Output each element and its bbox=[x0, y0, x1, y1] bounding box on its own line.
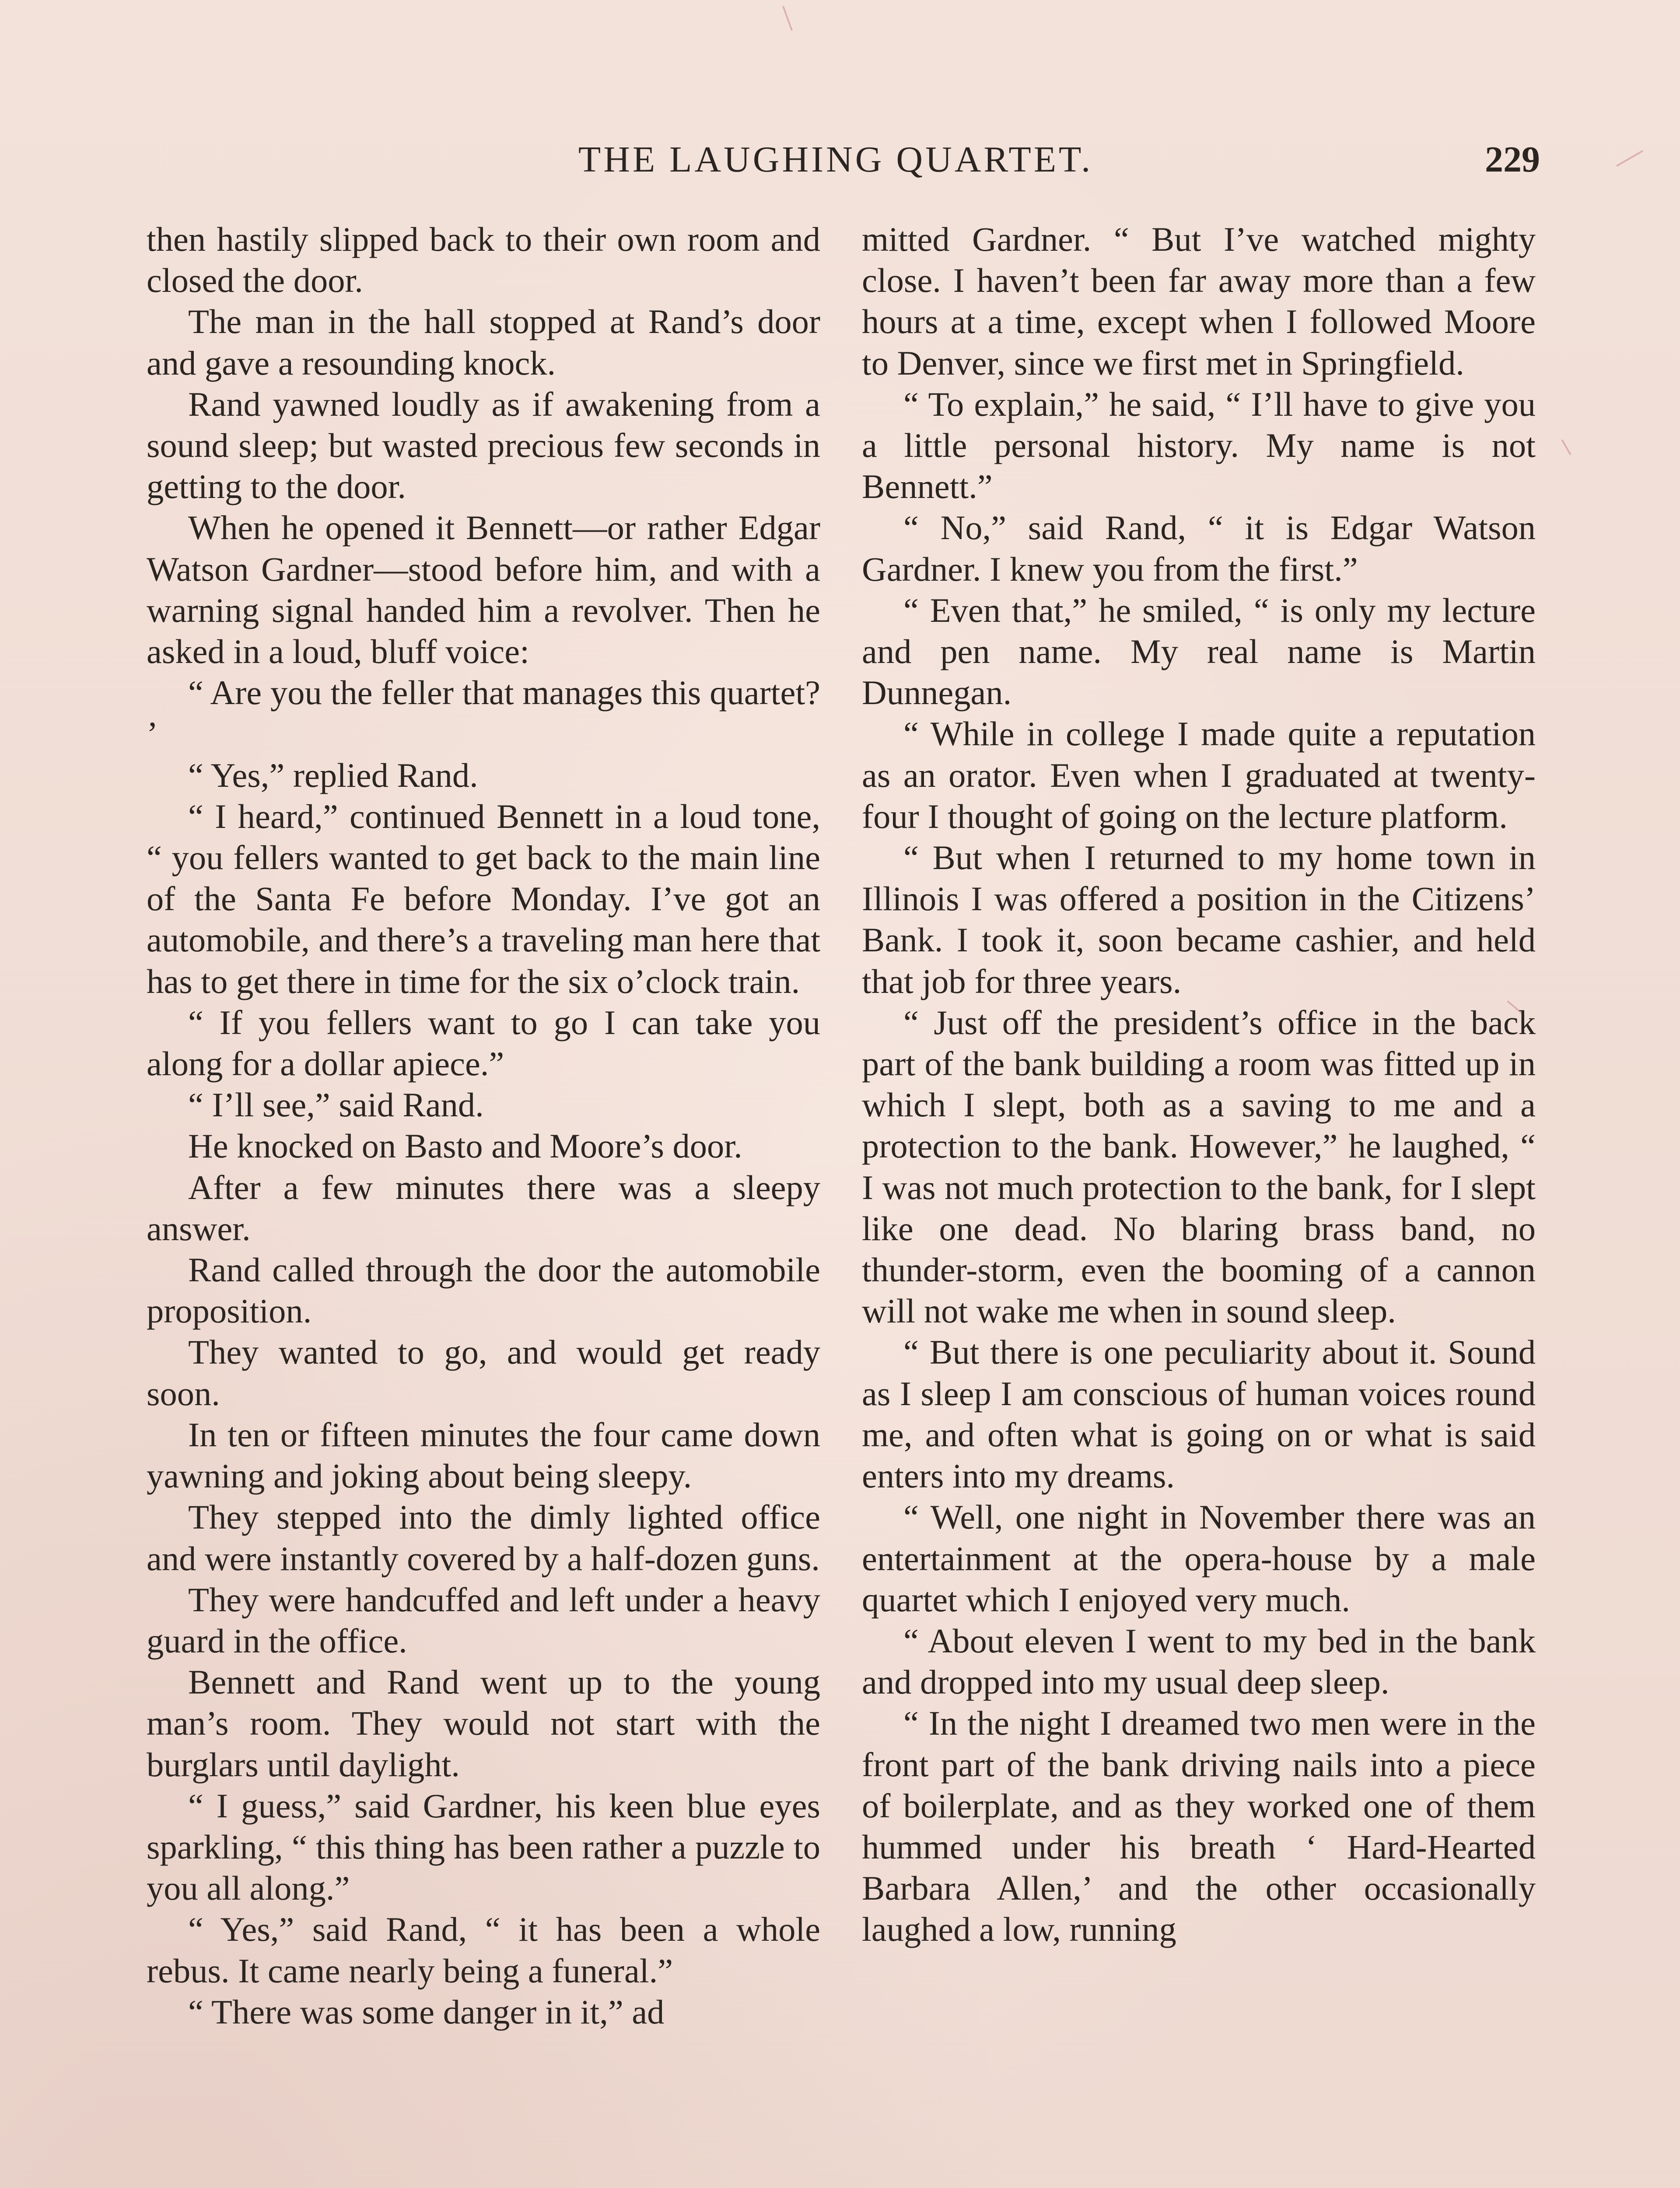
paragraph: After a few minutes there was a sleepy answer. bbox=[147, 1168, 820, 1248]
paragraph: “ But there is one peculiarity about it. Sound as I sleep I am conscious of human voices round me, and often what is going on or what is said enters into my dreams. bbox=[862, 1333, 1536, 1495]
right-column bbox=[862, 219, 1536, 1950]
paragraph: “ There was some danger in it,” ad bbox=[188, 1992, 665, 2031]
left-column bbox=[147, 219, 820, 2033]
paragraph: When he opened it Bennett—or rather Edgar Watson Gardner—stood before him, and with a warning signal handed him a revolver. Then he asked in a loud, bluff voice: bbox=[147, 508, 820, 671]
paragraph: The man in the hall stopped at Rand’s door and gave a resounding knock. bbox=[147, 302, 820, 382]
paragraph: He knocked on Basto and Moore’s door. bbox=[188, 1127, 742, 1165]
page-header bbox=[131, 131, 1540, 188]
running-title: THE LAUGHING QUARTET. bbox=[578, 139, 1093, 180]
paragraph: They were handcuffed and left under a heavy guard in the office. bbox=[147, 1580, 820, 1660]
paragraph: “ Yes,” replied Rand. bbox=[188, 756, 478, 794]
paragraph: “ No,” said Rand, “ it is Edgar Watson Gardner. I knew you from the first.” bbox=[862, 508, 1536, 588]
paragraph: They stepped into the dimly lighted office and were instantly covered by a half-dozen guns. bbox=[147, 1498, 820, 1578]
paragraph: “ Are you the feller that manages this quartet? ’ bbox=[147, 673, 820, 753]
paragraph: “ I heard,” continued Bennett in a loud tone, “ you fellers wanted to get back to the main line of the Santa Fe before Monday. I’ve got an automobile, and there’s a traveling man here that has to get there in time for the six o’clock train. bbox=[147, 797, 820, 1000]
paragraph: “ To explain,” he said, “ I’ll have to give you a little personal history. My name is not Bennett.” bbox=[862, 385, 1536, 506]
paragraph: Rand called through the door the automobile proposition. bbox=[147, 1251, 820, 1330]
paragraph: “ If you fellers want to go I can take you along for a dollar apiece.” bbox=[147, 1003, 820, 1083]
page-number: 229 bbox=[1485, 139, 1540, 180]
paragraph: mitted Gardner. “ But I’ve watched mighty close. I haven’t been far away more than a few hours at a time, except when I followed Moore to Denver, since we first met in Springfield. bbox=[862, 220, 1536, 382]
paragraph: “ About eleven I went to my bed in the bank and dropped into my usual deep sleep. bbox=[862, 1621, 1536, 1701]
paragraph: “ Even that,” he smiled, “ is only my lecture and pen name. My real name is Martin Dunnegan. bbox=[862, 591, 1536, 712]
paragraph: “ I guess,” said Gardner, his keen blue eyes sparkling, “ this thing has been rather a puzzle to you all along.” bbox=[147, 1786, 820, 1907]
paragraph: “ I’ll see,” said Rand. bbox=[188, 1086, 484, 1124]
paragraph: In ten or fifteen minutes the four came down yawning and joking about being sleepy. bbox=[147, 1415, 820, 1495]
paragraph: “ In the night I dreamed two men were in the front part of the bank driving nails into a piece of boilerplate, and as they worked one of them hummed under his breath ‘ Hard-Hearted Barbara Allen,’ and the other occasionally laughed a low, running bbox=[862, 1704, 1536, 1949]
paragraph: “ Yes,” said Rand, “ it has been a whole rebus. It came nearly being a funeral.” bbox=[147, 1910, 820, 1990]
paragraph: “ Well, one night in November there was an entertainment at the opera-house by a male quartet which I enjoyed very much. bbox=[862, 1498, 1536, 1619]
paper-fiber bbox=[782, 6, 793, 31]
paragraph: “ While in college I made quite a reputation as an orator. Even when I graduated at twenty-four I thought of going on the lecture platform. bbox=[862, 715, 1536, 835]
paragraph: Rand yawned loudly as if awakening from a sound sleep; but wasted precious few seconds in getting to the door. bbox=[147, 385, 820, 506]
paragraph: Bennett and Rand went up to the young man’s room. They would not start with the burglars until daylight. bbox=[147, 1663, 820, 1784]
paragraph: “ Just off the president’s office in the back part of the bank building a room was fitted up in which I slept, both as a saving to me and a protection to the bank. However,” he laughed, “ I was not much protection to the bank, for I slept like one dead. No blaring brass band, no thunder-storm, even the booming of a cannon will not wake me when in sound sleep. bbox=[862, 1003, 1536, 1330]
paper-fiber bbox=[1616, 150, 1644, 167]
paper-fiber bbox=[1561, 439, 1571, 456]
paragraph: “ But when I returned to my home town in Illinois I was offered a position in the Citizens’ Bank. I took it, soon became cashier, and held that job for three years. bbox=[862, 838, 1536, 1000]
paragraph: They wanted to go, and would get ready soon. bbox=[147, 1333, 820, 1413]
paragraph: then hastily slipped back to their own room and closed the door. bbox=[147, 220, 820, 300]
